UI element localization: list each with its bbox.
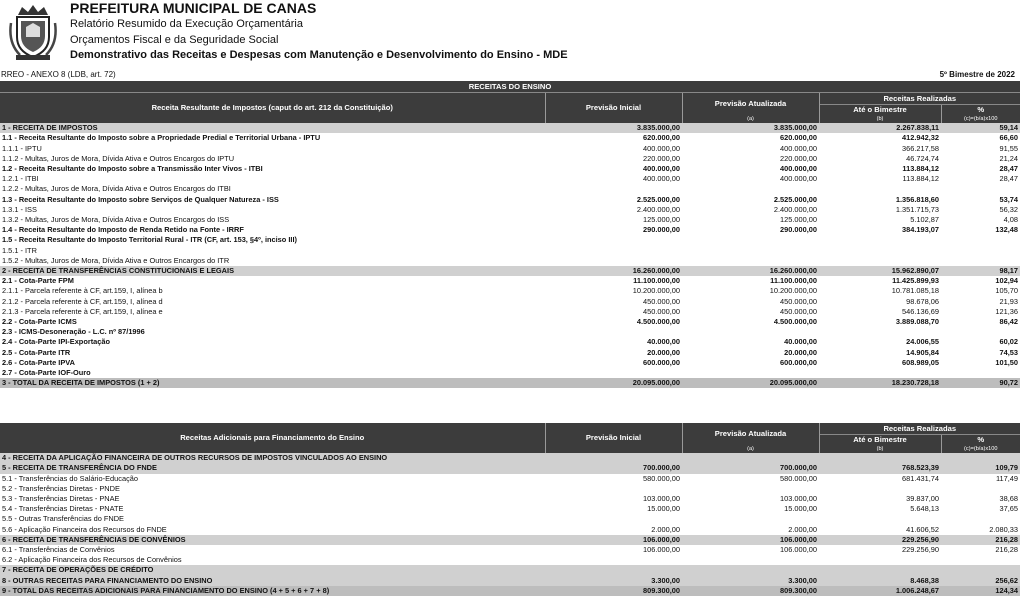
previsao-atualizada-cell: 20.095.000,00 [682, 378, 819, 388]
previsao-atualizada-cell: 3.835.000,00 [682, 123, 819, 133]
report-statement: Demonstrativo das Receitas e Despesas com Manutenção e Desenvolvimento do Ensino - MDE [70, 49, 568, 61]
previsao-atualizada-cell: 450.000,00 [780, 296, 817, 306]
previsao-atualizada-cell: 16.260.000,00 [682, 266, 819, 276]
pct-cell: 86,42 [999, 317, 1018, 327]
previsao-inicial-cell: 11.100.000,00 [633, 276, 680, 286]
pct-cell: 37,65 [999, 504, 1019, 514]
previsao-atualizada-cell [682, 514, 819, 524]
ate-bimestre-cell: 229.256,90 [902, 545, 939, 555]
ate-bimestre-cell [819, 453, 941, 463]
row-label: 2.1.3 - Parcela referente à CF, art.159, I, alínea e [2, 306, 163, 316]
pct-cell: 256,62 [941, 576, 1020, 586]
table-row [0, 327, 1020, 337]
previsao-inicial-cell: 2.525.000,00 [636, 194, 680, 204]
col-a-note: (a) [682, 115, 819, 123]
table-row [0, 215, 1020, 225]
previsao-atualizada-cell: 400.000,00 [780, 174, 817, 184]
previsao-atualizada-cell: 2.525.000,00 [773, 194, 817, 204]
ate-bimestre-cell: 1.006.248,67 [819, 586, 941, 596]
receitas-adicionais-rows [0, 453, 1020, 596]
row-label: 5.5 - Outras Transferências do FNDE [2, 514, 124, 524]
report-scope: Orçamentos Fiscal e da Seguridade Social [70, 33, 279, 46]
previsao-inicial-cell [545, 565, 682, 575]
table-row [0, 555, 1020, 565]
previsao-atualizada-cell: 125.000,00 [780, 215, 817, 225]
previsao-atualizada-cell: 2.400.000,00 [773, 204, 817, 214]
ate-bimestre-cell: 608.989,05 [902, 357, 939, 367]
previsao-inicial-cell: 15.000,00 [647, 504, 680, 514]
pct-cell [941, 555, 1020, 565]
ate-bimestre-cell: 10.781.085,18 [891, 286, 939, 296]
ate-bimestre-cell: 113.884,12 [902, 164, 939, 174]
previsao-inicial-cell: 103.000,00 [643, 494, 680, 504]
previsao-inicial-cell: 290.000,00 [643, 225, 680, 235]
previsao-inicial-cell: 106.000,00 [545, 535, 682, 545]
table-row [0, 235, 1020, 245]
table-row [0, 246, 1020, 256]
table-row [0, 286, 1020, 296]
col-previsao-inicial-header: Previsão Inicial [545, 93, 682, 124]
col-c-note-2: (c)=(b/a)x100 [941, 445, 1020, 453]
table-row [0, 195, 1020, 205]
receitas-impostos-table [0, 81, 1020, 388]
previsao-atualizada-cell: 450.000,00 [780, 306, 817, 316]
previsao-inicial-cell [545, 327, 682, 337]
table-row [0, 164, 1020, 174]
ate-bimestre-cell [819, 565, 941, 575]
pct-cell [941, 368, 1020, 378]
ate-bimestre-cell: 768.523,39 [819, 463, 941, 473]
col-a-note-2: (a) [682, 445, 819, 453]
row-label: 9 - TOTAL DAS RECEITAS ADICIONAIS PARA FINANCIAMENTO DO ENSINO (4 + 5 + 6 + 7 + 8) [0, 586, 545, 596]
row-label: 2.1.1 - Parcela referente à CF, art.159, I, alínea b [2, 286, 163, 296]
table-row [0, 358, 1020, 368]
receitas-adicionais-table [0, 423, 1020, 596]
col-receitas-realizadas-header-2: Receitas Realizadas [819, 423, 1020, 435]
previsao-inicial-cell [545, 514, 682, 524]
previsao-inicial-cell [545, 246, 682, 256]
previsao-inicial-cell [545, 184, 682, 194]
table-row [0, 368, 1020, 378]
ate-bimestre-cell: 2.267.838,11 [819, 123, 941, 133]
period-label: 5º Bimestre de 2022 [939, 70, 1015, 79]
receitas-impostos-rows [0, 123, 1020, 388]
table-row [0, 453, 1020, 463]
ate-bimestre-cell: 229.256,90 [819, 535, 941, 545]
ate-bimestre-cell: 24.006,55 [906, 337, 939, 347]
ate-bimestre-cell [819, 368, 941, 378]
row-label: 2.1.2 - Parcela referente à CF, art.159, I, alínea d [2, 296, 163, 306]
row-label: 8 - OUTRAS RECEITAS PARA FINANCIAMENTO DO ENSINO [0, 576, 545, 586]
row-label: 1.2.2 - Multas, Juros de Mora, Dívida Ativa e Outros Encargos do ITBI [2, 184, 231, 194]
previsao-atualizada-cell: 20.000,00 [784, 347, 817, 357]
table-row [0, 545, 1020, 555]
previsao-atualizada-cell: 10.200.000,00 [769, 286, 817, 296]
previsao-inicial-cell: 400.000,00 [643, 143, 680, 153]
table-row [0, 378, 1020, 388]
pct-cell [941, 327, 1020, 337]
pct-cell: 216,28 [995, 545, 1019, 555]
pct-cell: 60,02 [999, 337, 1018, 347]
pct-cell: 109,79 [941, 463, 1020, 473]
previsao-inicial-cell [545, 256, 682, 266]
col-c-note: (c)=(b/a)x100 [941, 115, 1020, 123]
previsao-atualizada-cell: 400.000,00 [780, 143, 817, 153]
previsao-atualizada-cell: 106.000,00 [780, 545, 817, 555]
previsao-atualizada-cell [682, 484, 819, 494]
row-label: 2.7 - Cota-Parte IOF-Ouro [2, 368, 91, 378]
previsao-inicial-cell: 450.000,00 [643, 306, 680, 316]
previsao-inicial-cell: 3.835.000,00 [545, 123, 682, 133]
previsao-atualizada-cell: 40.000,00 [784, 337, 817, 347]
previsao-inicial-cell [545, 484, 682, 494]
row-label: 1.5.1 - ITR [2, 245, 37, 255]
previsao-atualizada-cell [682, 235, 819, 245]
table-row [0, 266, 1020, 276]
pct-cell: 74,53 [999, 347, 1018, 357]
previsao-inicial-cell: 106.000,00 [643, 545, 680, 555]
previsao-atualizada-cell [682, 256, 819, 266]
pct-cell: 2.080,33 [989, 524, 1019, 534]
row-label: 2.4 - Cota-Parte IPI-Exportação [2, 337, 111, 347]
ate-bimestre-cell: 18.230.728,18 [819, 378, 941, 388]
previsao-atualizada-cell [682, 368, 819, 378]
pct-cell: 124,34 [941, 586, 1020, 596]
pct-cell: 53,74 [999, 194, 1018, 204]
pct-cell: 21,93 [999, 296, 1018, 306]
col-ate-bimestre-header-2: Até o Bimestre [819, 435, 941, 446]
previsao-inicial-cell [545, 235, 682, 245]
ate-bimestre-cell: 15.962.890,07 [819, 266, 941, 276]
ate-bimestre-cell: 41.606,52 [906, 524, 939, 534]
previsao-atualizada-cell: 106.000,00 [682, 535, 819, 545]
previsao-atualizada-cell: 15.000,00 [784, 504, 817, 514]
row-label: 1.1.1 - IPTU [2, 143, 42, 153]
pct-cell: 132,48 [995, 225, 1018, 235]
previsao-atualizada-cell: 620.000,00 [780, 133, 817, 143]
pct-cell: 4,08 [1003, 215, 1018, 225]
ate-bimestre-cell: 8.468,38 [819, 576, 941, 586]
pct-cell: 28,47 [999, 164, 1018, 174]
previsao-inicial-cell: 125.000,00 [643, 215, 680, 225]
table-row [0, 205, 1020, 215]
table-row [0, 297, 1020, 307]
pct-cell: 21,24 [999, 153, 1018, 163]
pct-cell: 101,50 [995, 357, 1018, 367]
row-label: 1.5.2 - Multas, Juros de Mora, Dívida Ativa e Outros Encargos do ITR [2, 255, 230, 265]
ate-bimestre-cell: 546.136,69 [902, 306, 939, 316]
previsao-inicial-cell: 20.095.000,00 [545, 378, 682, 388]
ate-bimestre-cell: 14.905,84 [906, 347, 939, 357]
section-title: RECEITAS DO ENSINO [0, 81, 1020, 93]
previsao-inicial-cell: 700.000,00 [545, 463, 682, 473]
ate-bimestre-cell [819, 484, 941, 494]
pct-cell [941, 453, 1020, 463]
previsao-atualizada-cell [682, 555, 819, 565]
previsao-inicial-cell: 2.000,00 [651, 524, 680, 534]
row-label: 1.5 - Receita Resultante do Imposto Territorial Rural - ITR (CF, art. 153, §4º, inciso III) [2, 235, 297, 245]
previsao-inicial-cell: 40.000,00 [647, 337, 680, 347]
table-row [0, 474, 1020, 484]
pct-cell [941, 184, 1020, 194]
previsao-atualizada-cell: 11.100.000,00 [770, 276, 817, 286]
table-row [0, 184, 1020, 194]
ate-bimestre-cell [819, 235, 941, 245]
previsao-inicial-cell [545, 368, 682, 378]
row-label: 2.2 - Cota-Parte ICMS [2, 317, 77, 327]
row-label: 5.1 - Transferências do Salário-Educação [2, 473, 138, 483]
previsao-atualizada-cell: 103.000,00 [780, 494, 817, 504]
row-label: 6.1 - Transferências de Convênios [2, 545, 115, 555]
previsao-inicial-cell: 400.000,00 [643, 164, 680, 174]
previsao-inicial-cell: 16.260.000,00 [545, 266, 682, 276]
table-row [0, 123, 1020, 133]
pct-cell [941, 565, 1020, 575]
previsao-atualizada-cell [682, 565, 819, 575]
row-label: 5.2 - Transferências Diretas - PNDE [2, 483, 120, 493]
table-row [0, 484, 1020, 494]
report-title: PREFEITURA MUNICIPAL DE CANAS [70, 0, 317, 16]
previsao-inicial-cell: 10.200.000,00 [632, 286, 680, 296]
ate-bimestre-cell [819, 327, 941, 337]
table-row [0, 337, 1020, 347]
ate-bimestre-cell: 5.102,87 [910, 215, 939, 225]
row-label: 5.6 - Aplicação Financeira dos Recursos do FNDE [2, 524, 167, 534]
row-label: 2 - RECEITA DE TRANSFERÊNCIAS CONSTITUCIONAIS E LEGAIS [0, 266, 545, 276]
previsao-atualizada-cell: 4.500.000,00 [773, 317, 817, 327]
previsao-atualizada-cell: 700.000,00 [682, 463, 819, 473]
pct-cell [941, 256, 1020, 266]
col-previsao-inicial-header-2: Previsão Inicial [545, 423, 682, 453]
ate-bimestre-cell: 98.678,06 [906, 296, 939, 306]
previsao-atualizada-cell: 220.000,00 [780, 153, 817, 163]
row-label: 6 - RECEITA DE TRANSFERÊNCIAS DE CONVÊNIOS [0, 535, 545, 545]
previsao-inicial-cell: 620.000,00 [643, 133, 680, 143]
row-label: 1.3 - Receita Resultante do Imposto sobre Serviços de Qualquer Natureza - ISS [2, 194, 279, 204]
row-label: 2.6 - Cota-Parte IPVA [2, 357, 75, 367]
table-row [0, 586, 1020, 596]
table-row [0, 576, 1020, 586]
row-label: 1.3.2 - Multas, Juros de Mora, Dívida Ativa e Outros Encargos do ISS [2, 215, 230, 225]
col-description-header-2: Receitas Adicionais para Financiamento do Ensino [0, 423, 545, 453]
col-pct-header: % [941, 105, 1020, 116]
table-row [0, 494, 1020, 504]
table-row [0, 525, 1020, 535]
ate-bimestre-cell: 1.351.715,73 [895, 204, 939, 214]
table-row [0, 276, 1020, 286]
row-label: 5 - RECEITA DE TRANSFERÊNCIA DO FNDE [0, 463, 545, 473]
previsao-inicial-cell: 809.300,00 [545, 586, 682, 596]
row-label: 2.5 - Cota-Parte ITR [2, 347, 71, 357]
row-label: 1.1 - Receita Resultante do Imposto sobre a Propriedade Predial e Territorial Urbana - IPTU [2, 133, 321, 143]
table-row [0, 348, 1020, 358]
pct-cell: 90,72 [941, 378, 1020, 388]
annex-label: RREO - ANEXO 8 (LDB, art. 72) [1, 70, 116, 79]
row-label: 4 - RECEITA DA APLICAÇÃO FINANCEIRA DE OUTROS RECURSOS DE IMPOSTOS VINCULADOS AO ENSINO [0, 453, 545, 463]
previsao-atualizada-cell: 290.000,00 [780, 225, 817, 235]
ate-bimestre-cell: 1.356.818,60 [895, 194, 939, 204]
ate-bimestre-cell: 11.425.899,93 [892, 276, 939, 286]
report-subtitle: Relatório Resumido da Execução Orçamentária [70, 18, 303, 30]
table-row [0, 154, 1020, 164]
ate-bimestre-cell: 681.431,74 [902, 473, 939, 483]
pct-cell: 66,60 [999, 133, 1018, 143]
row-label: 2.1 - Cota-Parte FPM [2, 276, 74, 286]
ate-bimestre-cell [819, 256, 941, 266]
previsao-atualizada-cell: 3.300,00 [682, 576, 819, 586]
pct-cell: 56,32 [999, 204, 1018, 214]
previsao-atualizada-cell [682, 184, 819, 194]
table-row [0, 225, 1020, 235]
table-row [0, 535, 1020, 545]
ate-bimestre-cell: 3.889.088,70 [895, 317, 939, 327]
ate-bimestre-cell: 46.724,74 [906, 153, 939, 163]
row-label: 1.2 - Receita Resultante do Imposto sobre a Transmissão Inter Vivos - ITBI [2, 164, 263, 174]
pct-cell: 28,47 [999, 174, 1018, 184]
row-label: 5.3 - Transferências Diretas - PNAE [2, 494, 120, 504]
row-label: 6.2 - Aplicação Financeira dos Recursos de Convênios [2, 555, 182, 565]
row-label: 1.3.1 - ISS [2, 204, 37, 214]
previsao-inicial-cell: 450.000,00 [643, 296, 680, 306]
row-label: 1 - RECEITA DE IMPOSTOS [0, 123, 545, 133]
report-header [0, 0, 1020, 68]
row-label: 3 - TOTAL DA RECEITA DE IMPOSTOS (1 + 2) [0, 378, 545, 388]
table-row [0, 256, 1020, 266]
row-label: 1.4 - Receita Resultante do Imposto de Renda Retido na Fonte - IRRF [2, 225, 244, 235]
pct-cell: 98,17 [941, 266, 1020, 276]
pct-cell [941, 484, 1020, 494]
ate-bimestre-cell [819, 184, 941, 194]
pct-cell: 117,49 [995, 473, 1019, 483]
pct-cell: 105,70 [995, 286, 1018, 296]
row-label: 7 - RECEITA DE OPERAÇÕES DE CRÉDITO [0, 565, 545, 575]
pct-cell: 216,28 [941, 535, 1020, 545]
ate-bimestre-cell: 366.217,58 [902, 143, 939, 153]
previsao-atualizada-cell: 580.000,00 [780, 473, 817, 483]
ate-bimestre-cell: 5.648,13 [910, 504, 939, 514]
ate-bimestre-cell: 412.942,32 [902, 133, 939, 143]
previsao-inicial-cell: 20.000,00 [647, 347, 680, 357]
table-row [0, 504, 1020, 514]
pct-cell: 91,55 [999, 143, 1018, 153]
col-previsao-atualizada-header: Previsão Atualizada [682, 93, 819, 116]
municipal-crest-icon [8, 3, 58, 61]
table-row [0, 133, 1020, 143]
ate-bimestre-cell [819, 514, 941, 524]
previsao-inicial-cell: 220.000,00 [643, 153, 680, 163]
table-row [0, 463, 1020, 473]
col-pct-header-2: % [941, 435, 1020, 446]
ate-bimestre-cell: 113.884,12 [902, 174, 939, 184]
row-label: 2.3 - ICMS-Desoneração - L.C. nº 87/1996 [2, 327, 145, 337]
previsao-atualizada-cell: 2.000,00 [788, 524, 817, 534]
previsao-inicial-cell: 580.000,00 [643, 473, 680, 483]
pct-cell: 102,94 [995, 276, 1018, 286]
row-label: 1.1.2 - Multas, Juros de Mora, Dívida Ativa e Outros Encargos do IPTU [2, 153, 235, 163]
table-row [0, 307, 1020, 317]
previsao-inicial-cell [545, 453, 682, 463]
ate-bimestre-cell: 384.193,07 [902, 225, 939, 235]
previsao-inicial-cell [545, 555, 682, 565]
col-b-note: (b) [819, 115, 941, 123]
previsao-atualizada-cell: 600.000,00 [780, 357, 817, 367]
ate-bimestre-cell [819, 246, 941, 256]
pct-cell: 121,36 [995, 306, 1018, 316]
table-row [0, 174, 1020, 184]
table-row [0, 565, 1020, 575]
ate-bimestre-cell: 39.837,00 [906, 494, 939, 504]
table-row [0, 317, 1020, 327]
annex-bar [0, 69, 1020, 80]
row-label: 5.4 - Transferências Diretas - PNATE [2, 504, 124, 514]
previsao-atualizada-cell: 809.300,00 [682, 586, 819, 596]
previsao-atualizada-cell [682, 327, 819, 337]
col-receitas-realizadas-header: Receitas Realizadas [819, 93, 1020, 105]
pct-cell [941, 514, 1020, 524]
previsao-inicial-cell: 3.300,00 [545, 576, 682, 586]
previsao-atualizada-cell: 400.000,00 [780, 164, 817, 174]
previsao-inicial-cell: 2.400.000,00 [636, 204, 680, 214]
previsao-atualizada-cell [682, 246, 819, 256]
col-b-note-2: (b) [819, 445, 941, 453]
pct-cell: 38,68 [999, 494, 1019, 504]
previsao-inicial-cell: 600.000,00 [643, 357, 680, 367]
col-previsao-atualizada-header-2: Previsão Atualizada [682, 423, 819, 445]
table-row [0, 514, 1020, 524]
previsao-inicial-cell: 4.500.000,00 [636, 317, 680, 327]
col-description-header: Receita Resultante de Impostos (caput do art. 212 da Constituição) [0, 93, 545, 124]
pct-cell: 59,14 [941, 123, 1020, 133]
ate-bimestre-cell [819, 555, 941, 565]
previsao-inicial-cell: 400.000,00 [643, 174, 680, 184]
pct-cell [941, 235, 1020, 245]
table-row [0, 144, 1020, 154]
previsao-atualizada-cell [682, 453, 819, 463]
row-label: 1.2.1 - ITBI [2, 174, 39, 184]
pct-cell [941, 246, 1020, 256]
col-ate-bimestre-header: Até o Bimestre [819, 105, 941, 116]
